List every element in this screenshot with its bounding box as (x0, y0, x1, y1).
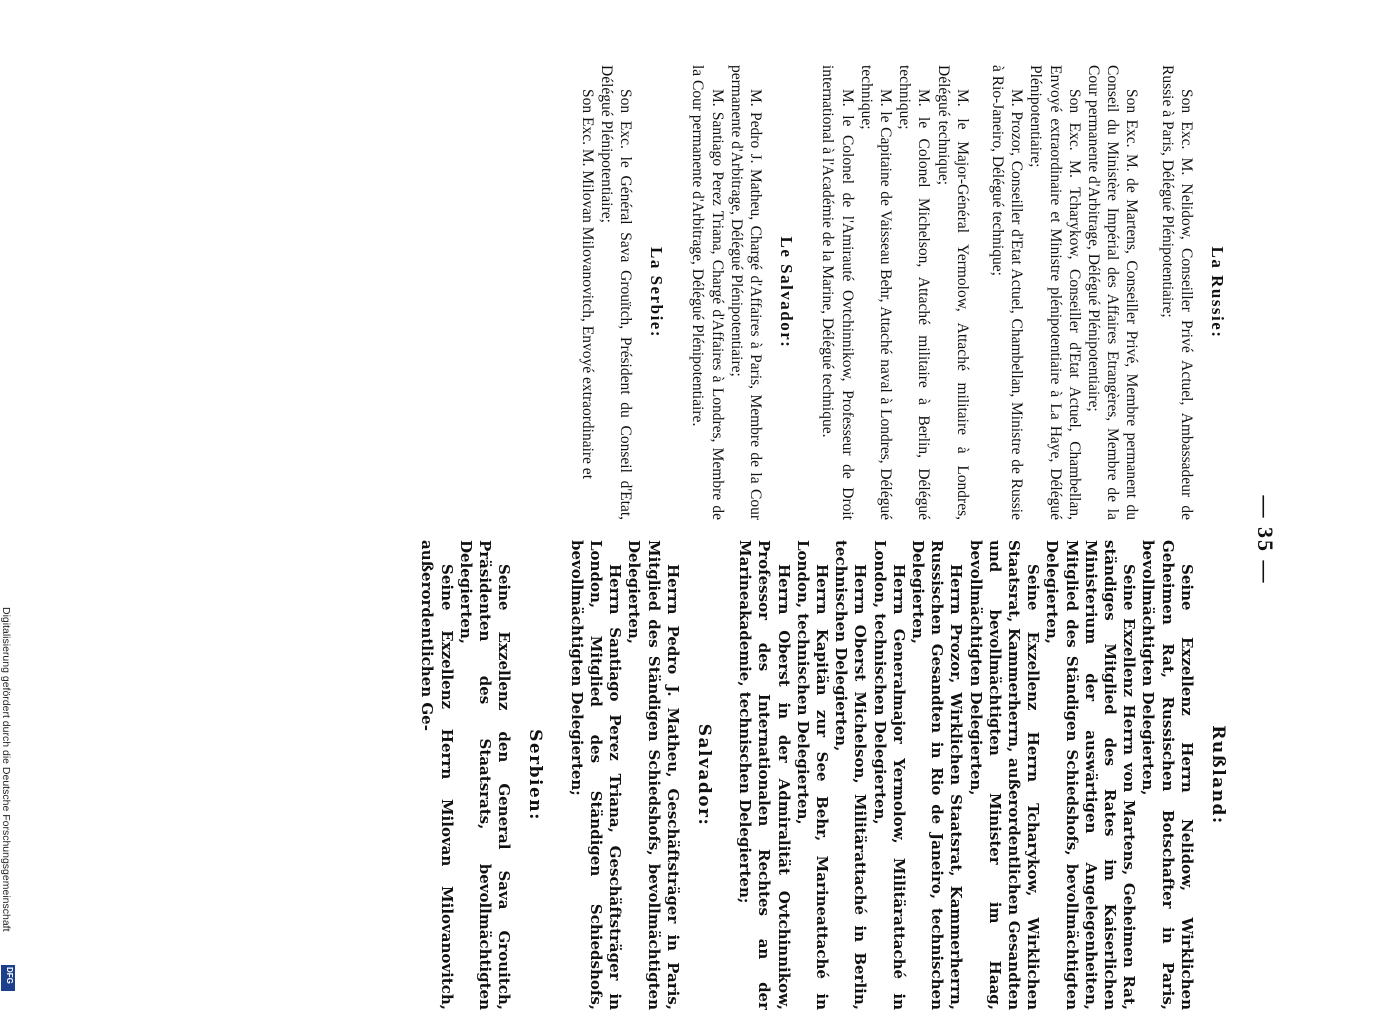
paragraph: M. Pedro J. Matheu, Chargé d'Affaires à Paris, Membre de la Cour permanente d'Arbitrage, Délégué Plénipotentiaire; (727, 65, 764, 520)
section-heading-salvador-de: Salvador: (693, 723, 714, 827)
paragraph: Son Exc. M. Tcharykow, Conseiller d'Etat Actuel, Chambellan, Envoyé extraordinaire et Ministre plénipotentiaire à La Haye, Délégué Plénipotentiaire; (1027, 65, 1083, 520)
paragraph: M. le Capitaine de Vaisseau Behr, Attaché naval à Londres, Délégué technique; (857, 65, 894, 520)
section-heading-russia-de: Rußland: (1208, 725, 1228, 825)
paragraph: Son Exc. le Général Sava Grouïtch, Président du Conseil d'Etat, Délégué Plénipotentiaire; (597, 65, 634, 520)
paragraph: Herrn Generalmajor Yermolow, Militärattaché in London, technischen Delegierten, (870, 540, 908, 1010)
paragraph: Son Exc. M. Nelidow, Conseiller Privé Actuel, Ambassadeur de Russie à Paris, Délégué Plénipotentiaire; (1158, 65, 1195, 520)
section-heading-russia-fr: La Russie: (1208, 246, 1227, 339)
paragraph: Seine Exzellenz Herrn Nelidow, Wirklichen Geheimen Rat, Russischen Botschafter in Paris, bevollmächtigten Delegierten, (1139, 540, 1196, 1010)
paragraph: M. Prozor, Conseiller d'Etat Actuel, Chambellan, Ministre de Russie à Rio-Janeiro, Délégué technique; (988, 65, 1026, 520)
paragraph: Son Exc. M. de Martens, Conseiller Privé, Membre permanent du Conseil du Ministère Impérial des Affaires Etrangères, Membre de la Cour permanente d'Arbitrage, Délégué Plénipotentiaire; (1084, 65, 1141, 520)
dfg-logo-icon (1, 965, 15, 991)
section-heading-salvador-fr: Le Salvador: (777, 236, 797, 349)
paragraph: Herrn Kapitän zur See Behr, Marineattaché in London, technischen Delegierten, (793, 540, 831, 1010)
german-column (133, 540, 1233, 1010)
paragraph: Seine Exzellenz Herrn Tcharykow, Wirklichen Staatsrat, Kammerherrn, außerordentlichen Gesandten und bevollmächtigten Minister im Haag, bevollmächtigten Delegierten, (966, 540, 1043, 1010)
paragraph: Son Exc. M. Milovan Milovanovitch, Envoyé extraordinaire et (578, 89, 596, 479)
digitization-note-text: Digitalisierung gefördert durch die Deutsche Forschungsgemeinschaft (0, 607, 12, 932)
paragraph: M. le Colonel Michelson, Attaché militaire à Berlin, Délégué technique; (896, 65, 933, 520)
paragraph: M. le Colonel de l'Amirauté Ovtchinnikow, Professeur de Droit international à l'Académie de la Marine, Délégué technique. (819, 65, 856, 520)
paragraph: Seine Exzellenz Herrn von Martens, Geheimen Rat, ständiges Mitglied des Rates im Kaiserlichen Ministerium der auswärtigen Angelegenheiten, Mitglied des Ständigen Schiedshofs, bevollmächtigten Delegierten, (1043, 540, 1139, 1010)
dfg-logo-text: DFG (5, 967, 14, 984)
section-heading-serbia-de: Serbien: (525, 729, 546, 821)
paragraph: M. Santiago Perez Triana, Chargé d'Affaires à Londres, Membre de la Cour permanente d'Arbitrage, Délégué Plénipotentiaire. (689, 65, 726, 520)
paragraph: Herrn Oberst Michelson, Militärattaché in Berlin, technischen Delegierten, (832, 540, 870, 1010)
section-heading-serbia-fr: La Serbie: (647, 246, 667, 339)
paragraph: Herrn Oberst in der Admiralität Ovtchinnikow, Professor des Internationalen Rechtes an der Marineakademie, technischen Delegierten; (736, 540, 793, 1010)
page-number: — 35 — (1253, 495, 1278, 585)
french-column (133, 65, 1233, 520)
paragraph: Herrn Prozor, Wirklichen Staatsrat, Kammerherrn, Russischen Gesandten in Rio de Janeiro, technischen Delegierten, (908, 540, 966, 1010)
paragraph: M. le Major-Général Yermolow, Attaché militaire à Londres, Délégué technique; (934, 65, 971, 520)
paragraph: Seine Exzellenz Herrn Milovan Milovanovitch, außerordentlichen Ge- (418, 540, 456, 1010)
paragraph: Herrn Pedro J. Matheu, Geschäftsträger in Paris, Mitglied des Ständigen Schiedshofs, bevollmächtigten Delegierten, (625, 540, 682, 1010)
paragraph: Seine Exzellenz den General Sava Grouitch, Präsidenten des Staatsrats, bevollmächtigten Delegierten, (456, 540, 514, 1010)
paragraph: Herrn Santiago Perez Triana, Geschäftsträger in London, Mitglied des Ständigen Schiedshofs, bevollmächtigten Delegierten; (567, 540, 625, 1010)
